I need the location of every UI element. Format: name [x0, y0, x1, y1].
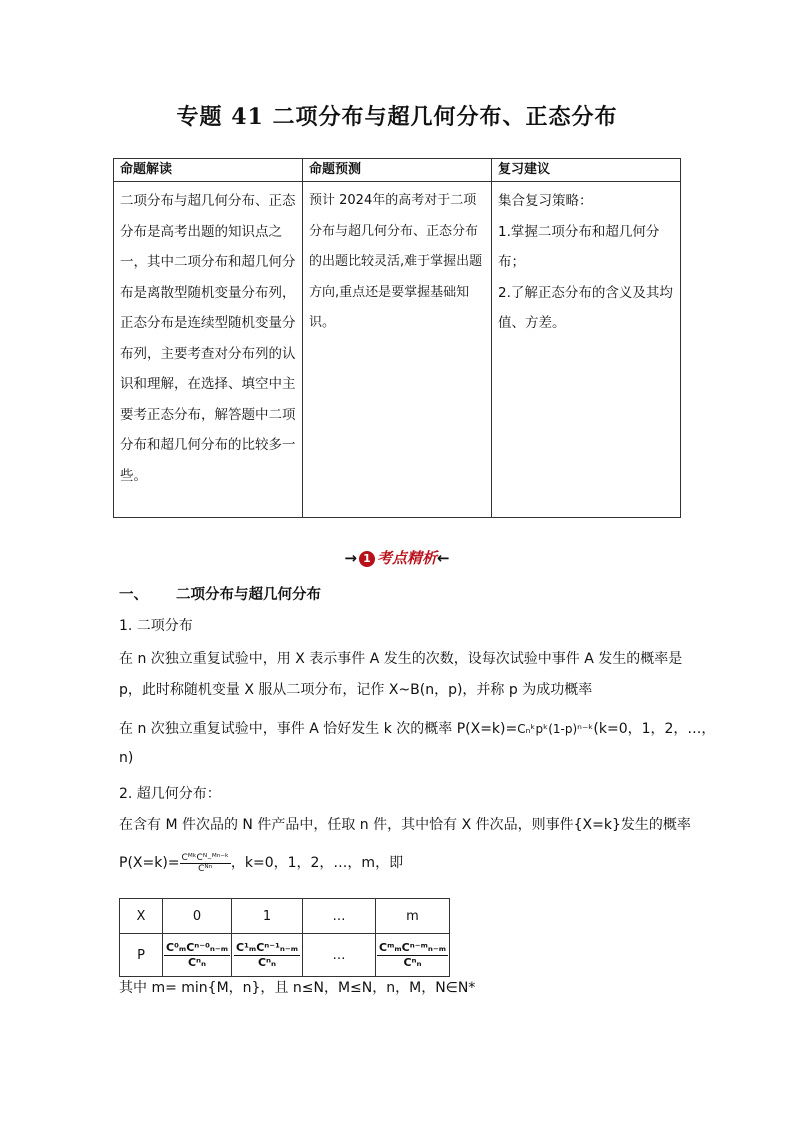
advice-line: 集合复习策略： — [498, 193, 593, 209]
hyper-fraction — [180, 853, 231, 874]
binomial-prob-text: 在 n 次独立重复试验中，事件 A 恰好发生 k 次的概率 P(X=k)= — [119, 721, 518, 737]
hyper-px: P(X=k)= — [119, 855, 180, 871]
p-denominator: Cⁿₙ — [187, 955, 207, 969]
intro-table — [113, 158, 681, 518]
heading-text: 二项分布与超几何分布 — [176, 587, 321, 603]
binomial-line-2: p，此时称随机变量 X 服从二项分布，记作 X~B(n，p)，并称 p 为成功概率 — [119, 682, 593, 698]
p-numerator: C¹ₘCⁿ⁻¹ₙ₋ₘ — [236, 940, 299, 954]
p-value — [163, 934, 232, 977]
p-denominator: Cⁿₙ — [403, 955, 422, 969]
advice-line: 2.了解正态分布的含义及其均值、方差。 — [498, 284, 673, 331]
p-label: P — [120, 934, 163, 977]
subheading-hypergeometric: 2. 超几何分布： — [119, 786, 221, 802]
binomial-line-1: 在 n 次独立重复试验中，用 X 表示事件 A 发生的次数，设每次试验中事件 A 发生的概率是 — [119, 651, 683, 667]
x-value: … — [303, 899, 376, 934]
p-numerator: C⁰ₘCⁿ⁻⁰ₙ₋ₘ — [166, 940, 229, 954]
hyper-k-range: ，k=0，1，2，…，m，即 — [230, 855, 404, 871]
hyper-formula-line — [119, 852, 403, 874]
binomial-line-3 — [119, 718, 715, 738]
advice-line: 1.掌握二项分布和超几何分布； — [498, 223, 660, 270]
hyper-line-1: 在含有 M 件次品的 N 件产品中，任取 n 件，其中恰有 X 件次品，则事件{X=k}发生的概率 — [119, 817, 691, 833]
section-heading — [0, 547, 794, 568]
x-value: 0 — [163, 899, 232, 934]
hyper-numerator: CᴹᵏCᴺ₋ᴹⁿ⁻ᵏ — [181, 852, 229, 863]
x-label: X — [120, 899, 163, 934]
binomial-formula: Cₙᵏpᵏ(1-p)ⁿ⁻ᵏ — [517, 722, 594, 736]
x-value: m — [376, 899, 450, 934]
p-value: … — [303, 934, 376, 977]
x-value: 1 — [232, 899, 303, 934]
p-value — [232, 934, 303, 977]
binomial-line-4: n) — [119, 750, 134, 766]
hyper-denominator: Cᴺⁿ — [198, 863, 213, 874]
interpretation-text: 二项分布与超几何分布、正态分布是高考出题的知识点之一，其中二项分布和超几何分布是离散型随机变量分布列，正态分布是连续型随机变量分布列，主要考查对分布列的认识和理解，在选择、填空中主要考正态分布，解答题中二项分布和超几何分布的比较多一些。 — [114, 182, 303, 518]
p-value — [376, 934, 450, 977]
arrow-left-icon: ← — [437, 549, 450, 567]
p-numerator: CᵐₘCⁿ⁻ᵐₙ₋ₘ — [379, 940, 446, 954]
heading-number: 一、 — [119, 587, 148, 603]
constraint-note: 其中 m= min{M，n}，且 n≤N，M≤N，n，M，N∈N* — [119, 980, 476, 996]
p-denominator: Cⁿₙ — [257, 955, 277, 969]
page-title: 专题 41 二项分布与超几何分布、正态分布 — [176, 104, 618, 130]
advice-cell — [492, 182, 681, 518]
number-badge: 1 — [359, 551, 375, 567]
section-heading-text: 考点精析 — [376, 549, 437, 567]
header-prediction: 命题预测 — [303, 159, 492, 182]
arrow-right-icon: → — [344, 549, 357, 567]
distribution-table — [119, 898, 450, 977]
binomial-k-range: (k=0，1，2，…， — [593, 721, 716, 737]
heading-1 — [119, 583, 321, 604]
subheading-binomial: 1. 二项分布 — [119, 618, 193, 634]
header-advice: 复习建议 — [492, 159, 681, 182]
prediction-text: 预计 2024年的高考对于二项分布与超几何分布、正态分布的出题比较灵活,难于掌握出题方向,重点还是要掌握基础知识。 — [303, 182, 492, 518]
header-interpretation: 命题解读 — [114, 159, 303, 182]
